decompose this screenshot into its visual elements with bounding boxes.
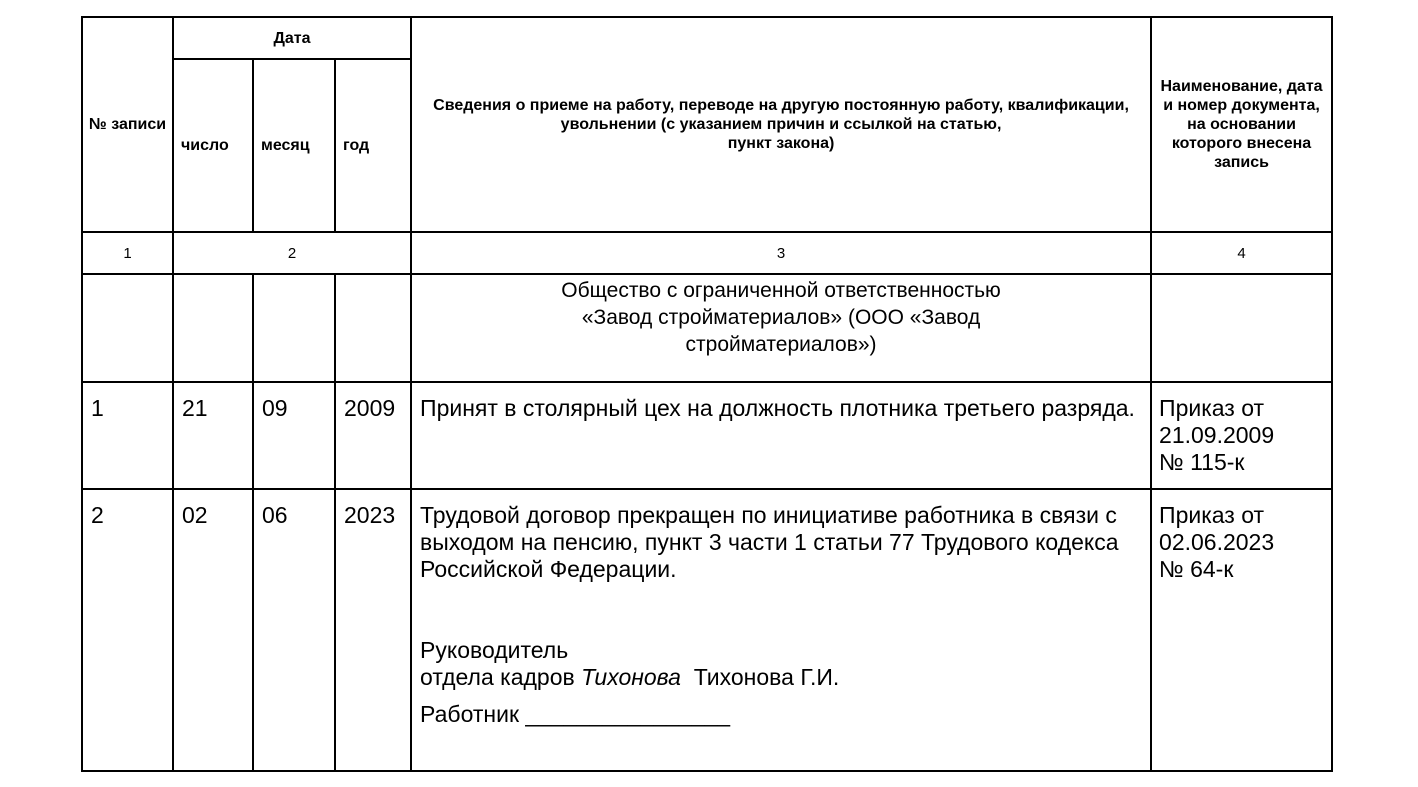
record-year: 2009 [335,382,411,489]
signer-role-dept: отдела кадров [420,664,575,690]
worker-label: Работник [420,701,520,727]
record-number: 2 [82,489,173,771]
record-document: Приказ от 21.09.2009 № 115-к [1151,382,1332,489]
header-month: месяц [253,59,335,232]
org-row-cell-3 [253,274,335,382]
column-number-3: 3 [411,232,1151,274]
work-record-table [81,16,1333,772]
header-date-group: Дата [173,17,411,59]
record-day: 02 [173,489,253,771]
header-year: год [335,59,411,232]
column-number-1: 1 [82,232,173,274]
signer-name: Тихонова Г.И. [693,664,840,690]
worker-blank: ________________ [525,701,731,727]
record-text: Трудовой договор прекращен по инициативе работника в связи с выходом на пенсию, пункт 3 части 1 статьи 77 Трудового кодекса Российской Федерации. [420,502,1119,582]
signer-role: Руководитель [420,637,569,663]
table-row [82,382,1332,489]
worker-signature-line [420,701,1130,728]
record-text-cell [411,489,1151,771]
table-row [82,489,1332,771]
signer-line [420,664,1130,691]
signature-block [420,637,1130,728]
record-document: Приказ от 02.06.2023 № 64-к [1151,489,1332,771]
record-number: 1 [82,382,173,489]
record-text: Принят в столярный цех на должность плотника третьего разряда. [411,382,1151,489]
record-month: 06 [253,489,335,771]
org-row-cell-1 [82,274,173,382]
org-row-cell-2 [173,274,253,382]
header-document: Наименование, дата и номер документа, на основании которого внесена запись [1151,17,1332,232]
column-number-4: 4 [1151,232,1332,274]
header-details: Сведения о приеме на работу, переводе на другую постоянную работу, квалификации, увольнении (с указанием причин и ссылкой на статью, пункт закона) [411,17,1151,232]
header-day: число [173,59,253,232]
org-row-cell-6 [1151,274,1332,382]
header-record-number: № записи [82,17,173,232]
record-month: 09 [253,382,335,489]
column-number-2: 2 [173,232,411,274]
handwritten-signature: Тихонова [581,664,681,690]
org-row-cell-4 [335,274,411,382]
record-day: 21 [173,382,253,489]
record-year: 2023 [335,489,411,771]
organization-name: Общество с ограниченной ответственностью «Завод стройматериалов» (ООО «Завод стройматериалов») [411,274,1151,382]
